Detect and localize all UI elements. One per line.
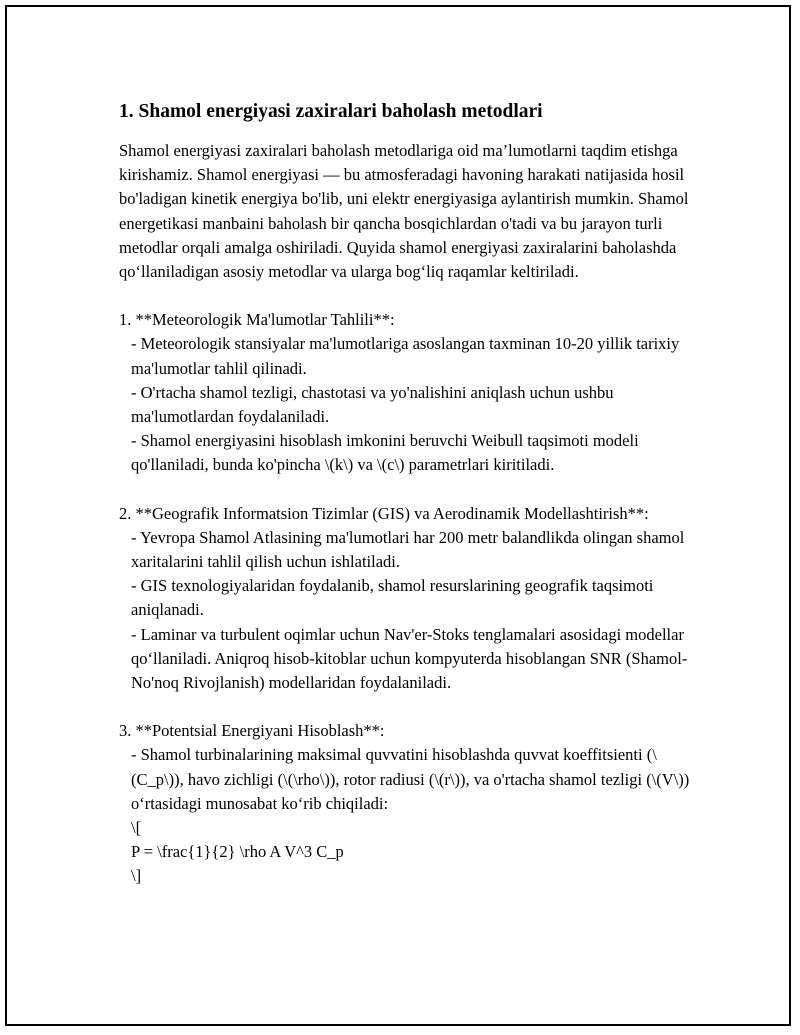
list-item: - O'rtacha shamol tezligi, chastotasi va yo'nalishini aniqlash uchun ushbu ma'lumotlardan foydalaniladi.: [131, 382, 614, 427]
document-content: [119, 99, 699, 913]
formula-open: \[: [131, 818, 142, 838]
list-item: - Laminar va turbulent oqimlar uchun Nav'er-Stoks tenglamalari asosidagi modellar qo‘llaniladi. Aniqroq hisob-kitoblar uchun kompyuterda hisoblangan SNR (Shamol-No'noq Rivojlanish) modellaridan foydalaniladi.: [131, 624, 688, 693]
list-item: - Shamol turbinalarining maksimal quvvatini hisoblashda quvvat koeffitsienti (\(C_p\)), havo zichligi (\(\rho\)), rotor radiusi (\(r\)), va o'rtacha shamol tezligi (\(V\)) o‘rtasidagi munosabat ko‘rib chiqiladi:: [131, 745, 690, 813]
section-meteorological: [119, 308, 699, 477]
formula-close: \]: [131, 866, 142, 886]
list-item: - Shamol energiyasini hisoblash imkonini beruvchi Weibull taqsimoti modeli qo'llaniladi, bunda ko'pincha \(k\) va \(c\) parametrlari kiritiladi.: [131, 431, 639, 475]
intro-paragraph: Shamol energiyasi zaxiralari baholash metodlariga oid ma’lumotlarni taqdim etishga kirishamiz. Shamol energiyasi — bu atmosferadagi havoning harakati natijasida hosil bo'ladigan kinetik energiya bo'lib, uni elektr energiyasiga aylantirish mumkin. Shamol energetikasi manbaini baholash bir qancha bosqichlardan o'tadi va bu jarayon turli metodlar orqali amalga oshiriladi. Quyida shamol energiyasi zaxiralarini baholashda qo‘llaniladigan asosiy metodlar va ularga bog‘liq raqamlar keltiriladi.: [119, 141, 689, 282]
list-item: - GIS texnologiyalaridan foydalanib, shamol resurslarining geografik taqsimoti aniqlanadi.: [131, 576, 654, 620]
list-item: - Yevropa Shamol Atlasining ma'lumotlari har 200 metr balandlikda olingan shamol xaritalarini tahlil qilish uchun ishlatiladi.: [131, 527, 685, 572]
document-page: [5, 5, 791, 1026]
section-potential-energy: [119, 719, 699, 888]
formula-body: P = \frac{1}{2} \rho A V^3 C_p: [131, 842, 344, 862]
section-heading: 2. **Geografik Informatsion Tizimlar (GIS) va Aerodinamik Modellashtirish**:: [119, 503, 649, 523]
section-heading: 1. **Meteorologik Ma'lumotlar Tahlili**:: [119, 310, 395, 330]
section-gis: [119, 502, 699, 696]
list-item: - Meteorologik stansiyalar ma'lumotlariga asoslangan taxminan 10-20 yillik tarixiy ma'lumotlar tahlil qilinadi.: [131, 334, 680, 378]
document-title: 1. Shamol energiyasi zaxiralari baholash metodlari: [119, 101, 543, 122]
section-heading: 3. **Potentsial Energiyani Hisoblash**:: [119, 721, 385, 741]
